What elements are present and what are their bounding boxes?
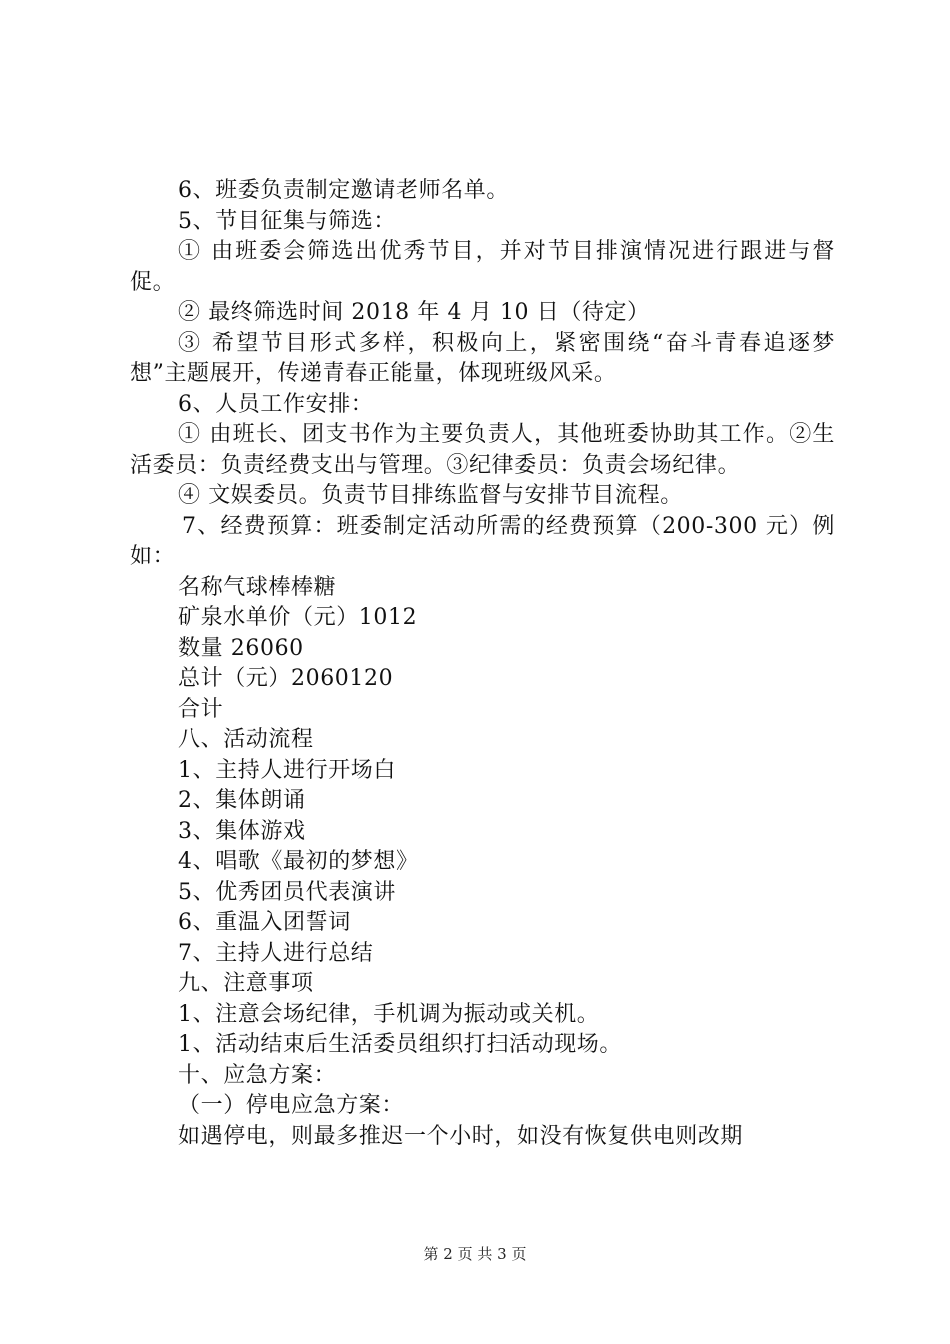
heading-activity-flow: 八、活动流程 bbox=[178, 727, 314, 752]
budget-line-unit-price: 矿泉水单价（元）1012 bbox=[178, 605, 418, 630]
paragraph-staff-roles: ① 由班长、团支书作为主要负责人，其他班委协助其工作。②生活委员：负责经费支出与管理。③纪律委员：负责会场纪律。 bbox=[130, 422, 835, 478]
page-number-footer: 第 2 页 共 3 页 bbox=[423, 1245, 527, 1263]
note-item-discipline: 1、注意会场纪律，手机调为振动或关机。 bbox=[178, 1001, 600, 1027]
document-body bbox=[130, 176, 835, 1152]
budget-line-total: 总计（元）2060120 bbox=[178, 666, 394, 691]
paragraph-invite-teachers: 6、班委负责制定邀请老师名单。 bbox=[178, 178, 509, 203]
paragraph-final-screening-date: ② 最终筛选时间 2018 年 4 月 10 日（待定） bbox=[178, 300, 650, 325]
flow-item-5: 5、优秀团员代表演讲 bbox=[178, 879, 396, 905]
flow-item-3: 3、集体游戏 bbox=[178, 818, 306, 844]
budget-line-sum: 合计 bbox=[178, 696, 224, 722]
flow-item-6: 6、重温入团誓词 bbox=[178, 910, 351, 935]
flow-item-2: 2、集体朗诵 bbox=[178, 788, 306, 813]
flow-item-1: 1、主持人进行开场白 bbox=[178, 757, 396, 783]
heading-staff-arrangement: 6、人员工作安排： bbox=[178, 391, 374, 417]
paragraph-power-outage: 如遇停电，则最多推迟一个小时，如没有恢复供电则改期 bbox=[178, 1123, 744, 1149]
flow-item-4: 4、唱歌《最初的梦想》 bbox=[178, 849, 419, 874]
heading-notes: 九、注意事项 bbox=[178, 971, 314, 996]
paragraph-program-theme: ③ 希望节目形式多样，积极向上，紧密围绕“奋斗青春追逐梦想”主题展开，传递青春正能量，体现班级风采。 bbox=[130, 330, 835, 386]
flow-item-7: 7、主持人进行总结 bbox=[178, 940, 374, 966]
paragraph-entertainment-role: ④ 文娱委员。负责节目排练监督与安排节目流程。 bbox=[178, 483, 683, 508]
heading-power-outage-plan: （一）停电应急方案： bbox=[178, 1093, 405, 1118]
paragraph-program-screening: ① 由班委会筛选出优秀节目，并对节目排演情况进行跟进与督促。 bbox=[130, 239, 835, 295]
budget-line-name: 名称气球棒棒糖 bbox=[178, 574, 337, 600]
paragraph-budget: 7、经费预算：班委制定活动所需的经费预算（200-300 元）例如： bbox=[130, 513, 835, 569]
budget-line-quantity: 数量 26060 bbox=[178, 635, 304, 661]
heading-emergency-plan: 十、应急方案： bbox=[178, 1062, 337, 1088]
heading-program-collection: 5、节目征集与筛选： bbox=[178, 208, 396, 234]
note-item-cleanup: 1、活动结束后生活委员组织打扫活动现场。 bbox=[178, 1032, 622, 1057]
